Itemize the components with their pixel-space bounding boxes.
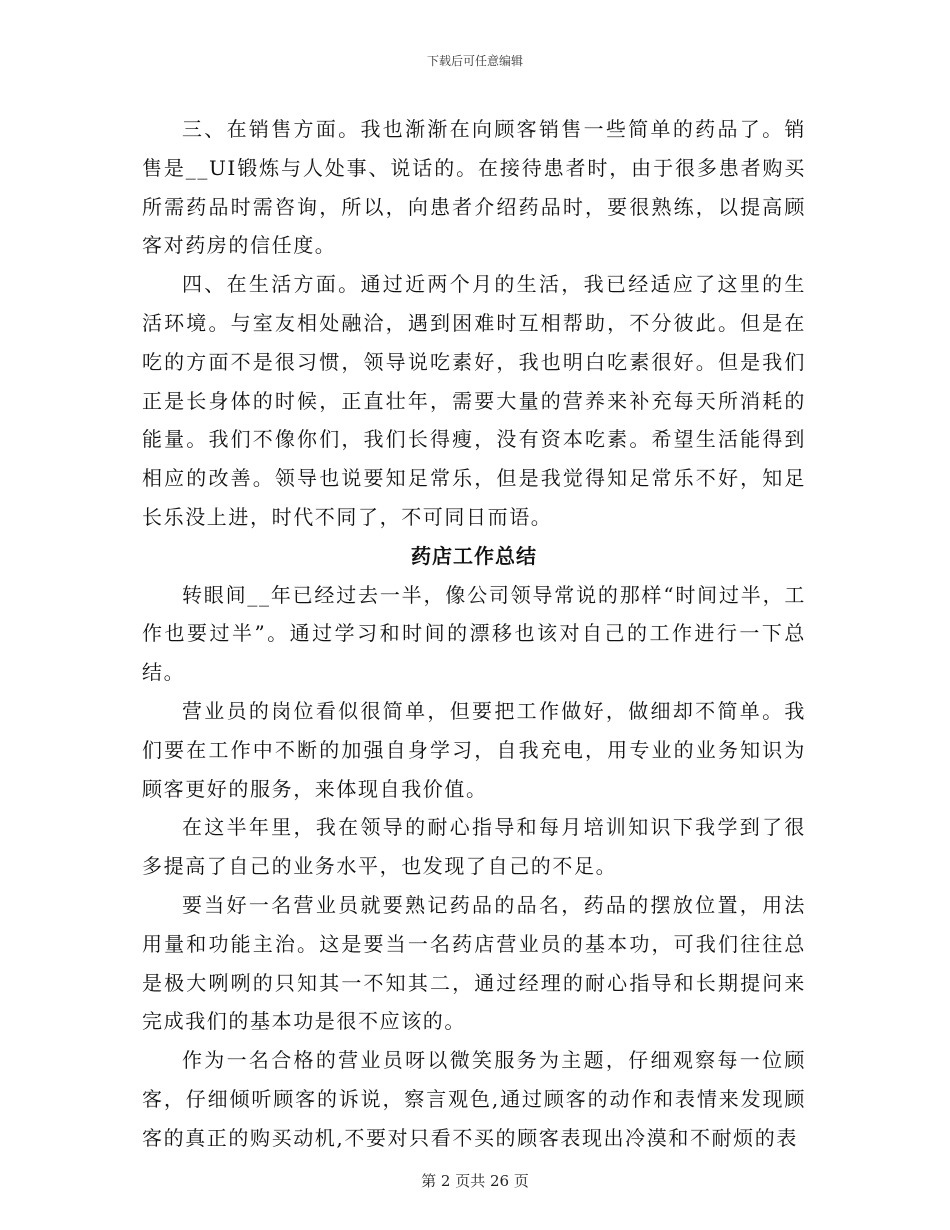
paragraph-half-year: 在这半年里，我在领导的耐心指导和每月培训知识下我学到了很多提高了自己的业务水平，也发现了自己的不足。 [142, 815, 806, 879]
section-title: 药店工作总结 [411, 543, 537, 568]
page-number: 第 2 页共 26 页 [421, 1172, 529, 1190]
paragraph-intro: 转眼间__年已经过去一半，像公司领导常说的那样“时间过半，工作也要过半”。通过学习和时间的漂移也该对自己的工作进行一下总结。 [142, 582, 806, 685]
paragraph-position: 营业员的岗位看似很简单，但要把工作做好，做细却不简单。我们要在工作中不断的加强自身学习，自我充电，用专业的业务知识为顾客更好的服务，来体现自我价值。 [142, 698, 806, 801]
paragraph-life: 四、在生活方面。通过近两个月的生活，我已经适应了这里的生活环境。与室友相处融洽，遇到困难时互相帮助，不分彼此。但是在吃的方面不是很习惯，领导说吃素好，我也明白吃素很好。但是我们正是长身体的时候，正直壮年，需要大量的营养来补充每天所消耗的能量。我们不像你们，我们长得瘦，没有资本吃素。希望生活能得到相应的改善。领导也说要知足常乐，但是我觉得知足常乐不好，知足长乐没上进，时代不同了，不可同日而语。 [142, 272, 806, 529]
paragraph-service: 作为一名合格的营业员呀以微笑服务为主题，仔细观察每一位顾客，仔细倾听顾客的诉说，察言观色,通过顾客的动作和表情来发现顾客的真正的购买动机,不要对只看不买的顾客表现出冷漠和不耐烦的表 [142, 1048, 806, 1150]
paragraph-sales: 三、在销售方面。我也渐渐在向顾客销售一些简单的药品了。销售是__UI锻炼与人处事、说话的。在接待患者时，由于很多患者购买所需药品时需咨询，所以，向患者介绍药品时，要很熟练，以提高顾客对药房的信任度。 [142, 117, 806, 258]
page-header-note: 下载后可任意编辑 [426, 54, 523, 68]
paragraph-basic-skills: 要当好一名营业员就要熟记药品的品名，药品的摆放位置，用法用量和功能主治。这是要当一名药店营业员的基本功，可我们往往总是极大咧咧的只知其一不知其二，通过经理的耐心指导和长期提问来完成我们的基本功是很不应该的。 [142, 892, 806, 1034]
document-body [142, 110, 806, 1158]
